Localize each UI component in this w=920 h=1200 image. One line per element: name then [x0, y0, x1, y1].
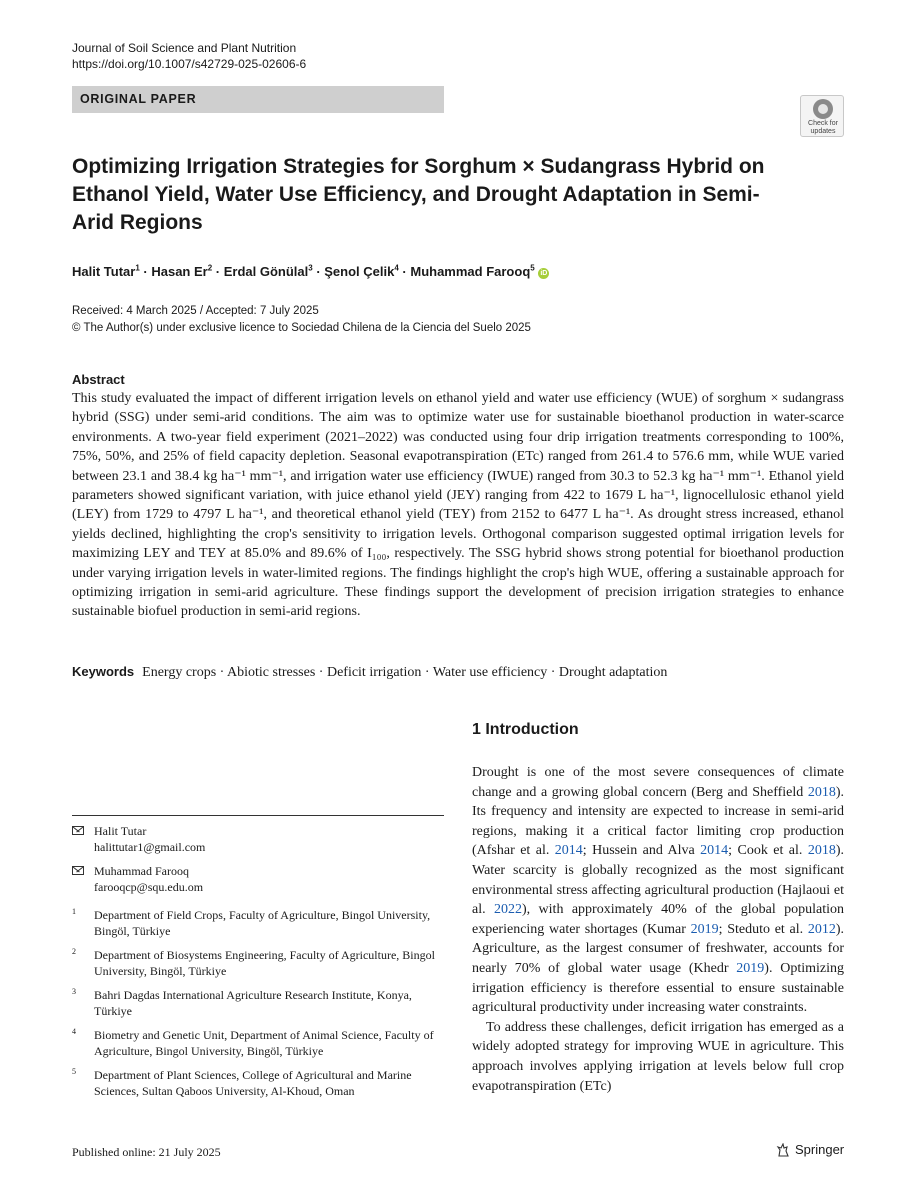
introduction-heading: 1 Introduction: [472, 721, 579, 738]
citation-link[interactable]: 2014: [700, 843, 729, 859]
affiliation-number: 2: [72, 947, 76, 956]
citation-link[interactable]: 2018: [807, 784, 836, 800]
body-text: ; Steduto et al.: [718, 921, 808, 937]
affiliation-text: Department of Plant Sciences, College of Agricultural and Marine Sciences, Sultan Qaboos University, Al-Khoud, Oman: [94, 1068, 412, 1098]
footnote-divider: [72, 815, 444, 816]
contact-email[interactable]: halittutar1@gmail.com: [94, 840, 206, 854]
affiliation-number: 1: [72, 907, 76, 916]
abstract-heading: Abstract: [72, 372, 125, 387]
envelope-icon: [72, 866, 84, 875]
body-text: ), with approximately 40% of the global population experiencing water shortages (Kumar: [472, 902, 844, 937]
copyright-notice: © The Author(s) under exclusive licence to Sociedad Chilena de la Ciencia del Suelo 2025: [72, 322, 531, 334]
author-affiliation-mark: 3: [308, 264, 313, 273]
author-list: [72, 264, 549, 279]
badge-line-1: Check for: [808, 120, 838, 127]
author-separator: ·: [312, 264, 325, 280]
affiliation-text: Department of Biosystems Engineering, Faculty of Agriculture, Bingol University, Bingöl, Türkiye: [94, 948, 435, 978]
introduction-paragraph-1: [472, 763, 844, 1018]
body-text: ; Hussein and Alva: [582, 843, 701, 859]
author-name[interactable]: Hasan Er$^2$: [151, 264, 213, 280]
check-updates-icon: [813, 99, 833, 119]
affiliation-item: [72, 907, 444, 939]
keywords-list: Energy crops · Abiotic stresses · Deficit irrigation · Water use efficiency · Drought adaptation: [142, 665, 668, 680]
body-text: ). Water scarcity is globally recognized as the most significant environmental stress affecting agricultural production (Hajlaoui et al.: [472, 843, 844, 918]
check-for-updates-badge[interactable]: [800, 95, 844, 137]
badge-text: [801, 120, 845, 136]
affiliation-number: 3: [72, 987, 76, 996]
envelope-icon: [72, 826, 84, 835]
introduction-body: [472, 763, 844, 1096]
citation-link[interactable]: 2019: [736, 960, 765, 976]
body-text: Drought is one of the most severe consequences of climate change and a growing global concern (Berg and Sheffield: [472, 765, 844, 800]
publisher-name: Springer: [795, 1142, 845, 1157]
citation-link[interactable]: 2012: [807, 921, 836, 937]
abstract-text: This study evaluated the impact of different irrigation levels on ethanol yield and water use efficiency (WUE) of sorghum × sudangrass hybrid (SSG) under semi-arid conditions. The aim was to optimize water use for sustainable bioethanol production in water-scarce environments. A two-year field experiment (2021–2022) was conducted using four drip irrigation treatments corresponding to 100%, 75%, 50%, and 25% of field capacity depletion. Seasonal evapotranspiration (ETc) ranged from 261.4 to 576.6 mm, while WUE varied between 23.1 and 38.4 kg ha⁻¹ mm⁻¹, and irrigation water use efficiency (IWUE) ranged from 30.3 to 52.3 kg ha⁻¹ mm⁻¹. Ethanol yield parameters showed significant variation, with juice ethanol yield (JEY) ranging from 422 to 1679 L ha⁻¹, lignocellulosic ethanol yield (LEY) from 1729 to 4797 L ha⁻¹, and theoretical ethanol yield (TEY) from 2152 to 6477 L ha⁻¹. As drought stress increased, ethanol yields declined, highlighting the crop's sensitivity to irrigation levels. Orthogonal comparison suggested optimal irrigation levels for maximizing LEY and TEY at 85.0% and 89.6% of I₁₀₀, respectively. The SSG hybrid shows strong potential for bioethanol production under varying irrigation levels in water-limited regions. The findings highlight the crop's high WUE, offering a sustainable approach for optimizing irrigation in semi-arid agriculture. These findings support the development of precision irrigation strategies to enhance sustainable biofuel production in semi-arid regions.: [72, 391, 844, 620]
affiliation-text: Biometry and Genetic Unit, Department of Animal Science, Faculty of Agriculture, Bingol University, Bingöl, Türkiye: [94, 1028, 434, 1058]
body-text: ; Cook et al.: [728, 843, 808, 859]
introduction-paragraph-2: To address these challenges, deficit irrigation has emerged as a widely adopted strategy for improving WUE in agriculture. This approach involves applying irrigation at levels below full crop evapotranspiration (ETc): [472, 1019, 844, 1094]
corresponding-authors: [72, 823, 444, 903]
citation-link[interactable]: 2018: [807, 843, 836, 859]
publisher-logo[interactable]: [776, 1142, 844, 1157]
keywords: [72, 664, 667, 681]
body-text: ). Its frequency and intensity are expected to increase in semi-arid regions, making it a critical factor limiting crop production (Afshar et al.: [472, 784, 844, 859]
author-name[interactable]: Halit Tutar$^1$: [72, 264, 140, 280]
citation-link[interactable]: 2019: [690, 921, 719, 937]
doi-link[interactable]: https://doi.org/10.1007/s42729-025-02606-6: [72, 57, 307, 71]
citation-link[interactable]: 2014: [554, 843, 583, 859]
affiliation-item: [72, 987, 444, 1019]
citation-link[interactable]: 2022: [494, 902, 522, 918]
springer-horse-icon: [776, 1143, 790, 1157]
author-affiliation-mark: 2: [207, 264, 213, 273]
article-dates: [72, 303, 531, 337]
affiliation-text: Department of Field Crops, Faculty of Agriculture, Bingol University, Bingöl, Türkiye: [94, 908, 431, 938]
contact-entry: [72, 863, 444, 895]
contact-entry: [72, 823, 444, 855]
paper-title: Optimizing Irrigation Strategies for Sorghum × Sudangrass Hybrid on Ethanol Yield, Water Use Efficiency, and Drought Adaptation in Semi-Arid Regions: [72, 155, 765, 234]
published-date: Published online: 21 July 2025: [72, 1145, 221, 1159]
author-separator: ·: [139, 264, 152, 280]
author-separator: ·: [398, 264, 411, 280]
affiliation-item: [72, 947, 444, 979]
author-name[interactable]: Muhammad Farooq$^5$: [410, 264, 535, 280]
affiliation-item: [72, 1067, 444, 1099]
body-text: ). Agriculture, as the largest consumer of freshwater, accounts for nearly 70% of global water usage (Khedr: [472, 921, 844, 976]
journal-header: [72, 40, 306, 72]
section-label: ORIGINAL PAPER: [72, 86, 444, 113]
affiliations: [72, 907, 444, 1107]
orcid-icon[interactable]: iD: [540, 270, 548, 278]
author-affiliation-mark: 4: [394, 264, 399, 273]
author-name[interactable]: Şenol Çelik$^4$: [324, 264, 399, 280]
author-affiliation-mark: 1: [135, 264, 140, 273]
received-accepted: Received: 4 March 2025 / Accepted: 7 July 2025: [72, 305, 319, 317]
author-name[interactable]: Erdal Gönülal$^3$: [223, 264, 313, 280]
author-separator: ·: [212, 264, 224, 280]
affiliation-number: 5: [72, 1067, 76, 1076]
affiliation-item: [72, 1027, 444, 1059]
badge-line-2: updates: [810, 128, 836, 135]
contact-email[interactable]: farooqcp@squ.edu.om: [94, 880, 204, 894]
keywords-label: Keywords: [72, 664, 135, 679]
author-affiliation-mark: 5: [530, 264, 535, 273]
journal-name: Journal of Soil Science and Plant Nutrition: [72, 41, 297, 55]
contact-name: Halit Tutar: [94, 824, 147, 838]
contact-name: Muhammad Farooq: [94, 864, 189, 878]
body-text: ). Optimizing irrigation efficiency is therefore essential to ensure sustainable agricultural productivity under increasing water constraints.: [472, 960, 844, 1016]
affiliation-text: Bahri Dagdas International Agriculture Research Institute, Konya, Türkiye: [94, 988, 412, 1018]
affiliation-number: 4: [72, 1027, 76, 1036]
